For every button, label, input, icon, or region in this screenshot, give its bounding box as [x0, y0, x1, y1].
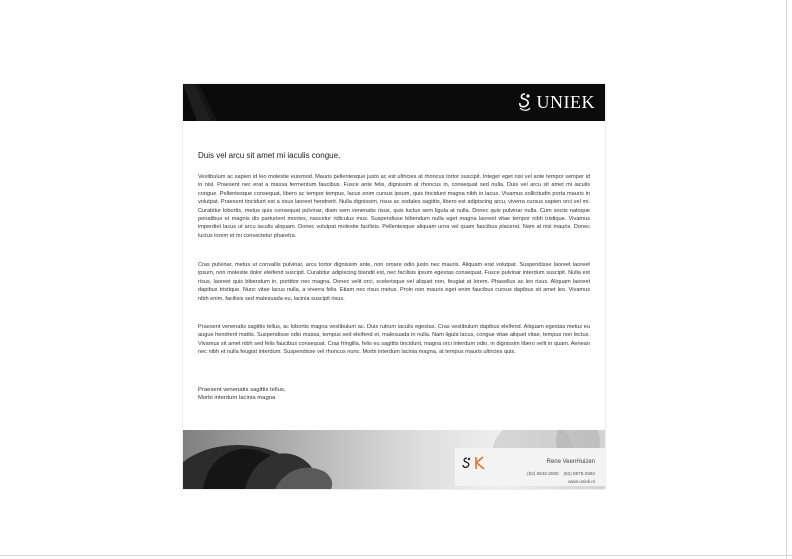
contact-website: www.uniek.nl [568, 479, 595, 484]
contact-phones [522, 471, 595, 476]
letter-paragraph-1 [198, 173, 590, 240]
uk-monogram-icon [461, 455, 487, 471]
paragraph-text: Praesent venenatis sagittis tellus, ac lobortis magna vestibulum ac. Duis rutrum iaculis egestas. Cras vestibulum dapibus eleifend. Aliquam egestas metus eu augue hendrerit mattis. Suspendisse odio massa, tempus sed eleifend et, malesuada in nulla. Nam ligula lacus, congue vitae aliquet vitae, tempus non lectus. Vivamus sit amet nibh sed felis faucibus consequat. Cras fringilla, felis eu sagittis tincidunt, magna orci interdum odio, in dignissim libero velit in quam. Aenean nec nibh et nulla feugiat interdum. Suspendisse vel rhoncus nunc. Morbi interdum lacinia magna, at tempus mauris ultricies quis. [198, 324, 590, 356]
paragraph-text: Cras pulvinar, metus ut convallis pulvinar, arcu tortor dignissim ante, non ornare odio justo nec mauris. Aliquam erat volutpat. Suspendisse laoreet laoreet ipsum, non molestie dolor eleifend suscipit. Curabitur adipiscing blandit est, nec facilisis ipsum egestas consequat. Fusce pulvinar interdum suscipit. Nulla est risus, laoreet quis bibendum in, porttitor nec magna. Donec velit orci, scelerisque vel aliquet non, feugiat at lorem. Phasellus ac leo risus. Aliquam laoreet dapibus tristique. Nunc vitae lacus nulla, a viverra felis. Etiam nec risus metus. Proin non mauris eget enim faucibus cursus dapibus sit amet leo. Vivamus nibh enim, facilisis sed malesuada eu, lacinia suscipit risus. [198, 262, 590, 302]
contact-card [455, 448, 605, 486]
header-corner-decoration [183, 84, 243, 121]
contact-name: Rene VeenHuizen [546, 459, 595, 465]
contact-phone-1: (52) 5642-2060 [527, 471, 559, 476]
letter-closing [198, 386, 285, 403]
letter-greeting: Duis vel arcu sit amet mi iaculis congue, [198, 151, 341, 160]
page-edge-bottom [0, 555, 792, 556]
letterhead-header [183, 84, 605, 121]
closing-line-2: Morbi interdum lacinia magna [198, 395, 276, 402]
uniek-logo-icon [516, 91, 534, 113]
letterhead-document [183, 84, 605, 489]
letter-paragraph-3 [198, 323, 590, 357]
contact-phone-2: (52) 9875-2583 [563, 471, 595, 476]
page-edge-right [786, 0, 787, 559]
letter-paragraph-2 [198, 261, 590, 303]
brand-name: UNIEK [536, 91, 595, 112]
brand-logo [516, 91, 596, 113]
closing-line-1: Praesent venenatis sagittis tellus, [198, 387, 286, 393]
letterhead-footer [183, 430, 605, 489]
paragraph-text: Vestibulum ac sapien id leo molestie euismod. Mauris pellentesque justo ac est ultricies at rhoncus tortor suscipit. Integer eget nisi vel ante tempor semper id in nisl. Praesent nec erat a massa fermentum faucibus. Fusce ante felis, dignissim at rhoncus in, consequat sed nulla. Duis vel arcu sit amet mi iaculis congue. Pellentesque consequat, libero ac tempor tempus, lacus enim cursus ipsum, quis tincidunt magna nibh in lacus. Vivamus sollicitudin porta mauris in volutpat. Praesent tincidunt est a risus laoreet hendrerit. Nulla dignissim, risus ac sodales sagittis, libero est adipiscing arcu, viverra cursus sapien orci vel mi. Curabitur lobortis, metus quis consequat pulvinar, diam sem venenatis risus, quis luctus sem ligula at nulla. Donec quis pulvinar nulla. Cum sociis natoque penatibus et magnis dis parturient montes, nascetur ridiculus mus. Suspendisse bibendum nulla eget magna laoreet vitae tempor nibh tristique. Vivamus imperdiet lacus ut arcu iaculis aliquam. Donec volutpat molestie facilisis. Pellentesque aliquam urna vel quam faucibus placerat. Nam at nisi mauris. Donec luctus lorem et mi consectetur pharetra. [198, 174, 590, 239]
